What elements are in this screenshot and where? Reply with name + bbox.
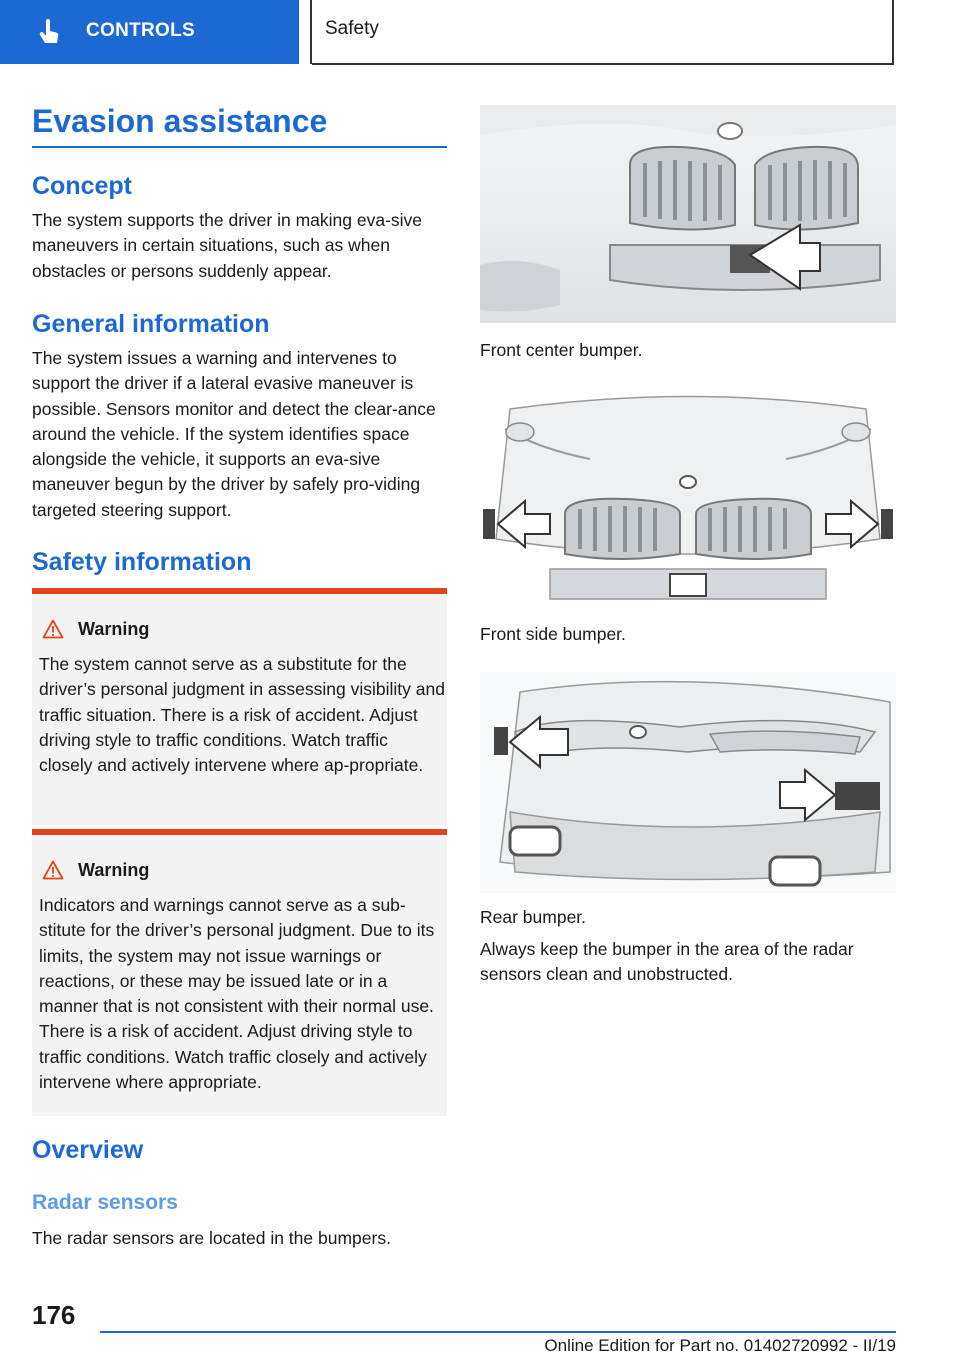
- warning-triangle-icon: [42, 619, 64, 639]
- safety-heading: Safety information: [32, 548, 252, 576]
- hand-pointer-icon: [34, 18, 64, 48]
- title-rule: [32, 146, 447, 148]
- radar-sensors-body: The radar sensors are located in the bumpers.: [32, 1228, 391, 1248]
- concept-body: The system supports the driver in making eva-sive maneuvers in certain situations, such as when obstacles or persons suddenly appear.: [32, 210, 423, 281]
- warning-body: Indicators and warnings cannot serve as a sub-stitute for the driver’s personal judgment. Due to its limits, the system may not issue warnings or reactions, or these may be issued late or in a manner that is not consistent with their normal use. There is a risk of accident. Adjust driving style to traffic conditions. Watch traffic closely and actively intervene where appropriate.: [39, 895, 435, 1093]
- warning-box-1: [32, 588, 447, 825]
- page-title: Evasion assistance: [32, 103, 328, 139]
- concept-heading: Concept: [32, 172, 132, 200]
- front-center-bumper-illustration: [480, 105, 896, 323]
- footer-rule: [100, 1331, 896, 1333]
- warning-title: Warning: [78, 618, 150, 639]
- edition-text: Online Edition for Part no. 01402720992 - II/19: [544, 1336, 896, 1355]
- warning-body: The system cannot serve as a substitute for the driver’s personal judgment in assessing visibility and traffic situation. There is a risk of accident. Adjust driving style to traffic conditions. Watch traffic closely and actively intervene where ap-propriate.: [39, 654, 445, 776]
- warning-header: [42, 859, 149, 881]
- chapter-label: CONTROLS: [86, 20, 196, 41]
- figure-caption: Front center bumper.: [480, 340, 643, 360]
- figure-caption: Rear bumper.: [480, 907, 587, 927]
- header-divider: [310, 0, 312, 64]
- warning-box-2: [32, 829, 447, 1116]
- warning-header: [42, 618, 149, 640]
- warning-triangle-icon: [42, 860, 64, 880]
- warning-title: Warning: [78, 859, 150, 880]
- bumper-note: Always keep the bumper in the area of the radar sensors clean and unobstructed.: [480, 939, 854, 985]
- header-right-border: [892, 0, 894, 64]
- front-side-bumper-illustration: [480, 389, 896, 610]
- general-body: The system issues a warning and intervenes to support the driver if a lateral evasive maneuver is possible. Sensors monitor and detect the clear-ance around the vehicle. If the system identifies space alongside the vehicle, it supports an eva-sive maneuver begun by the driver by safely pro-viding targeted steering support.: [32, 348, 436, 520]
- figure-caption: Front side bumper.: [480, 624, 626, 644]
- radar-sensors-heading: Radar sensors: [32, 1191, 178, 1214]
- overview-heading: Overview: [32, 1136, 144, 1164]
- section-title: Safety: [325, 18, 379, 39]
- header-bottom-border: [312, 63, 894, 65]
- page-number: 176: [32, 1300, 76, 1330]
- rear-bumper-illustration: [480, 672, 896, 893]
- chapter-tab[interactable]: [0, 0, 299, 64]
- general-heading: General information: [32, 310, 270, 338]
